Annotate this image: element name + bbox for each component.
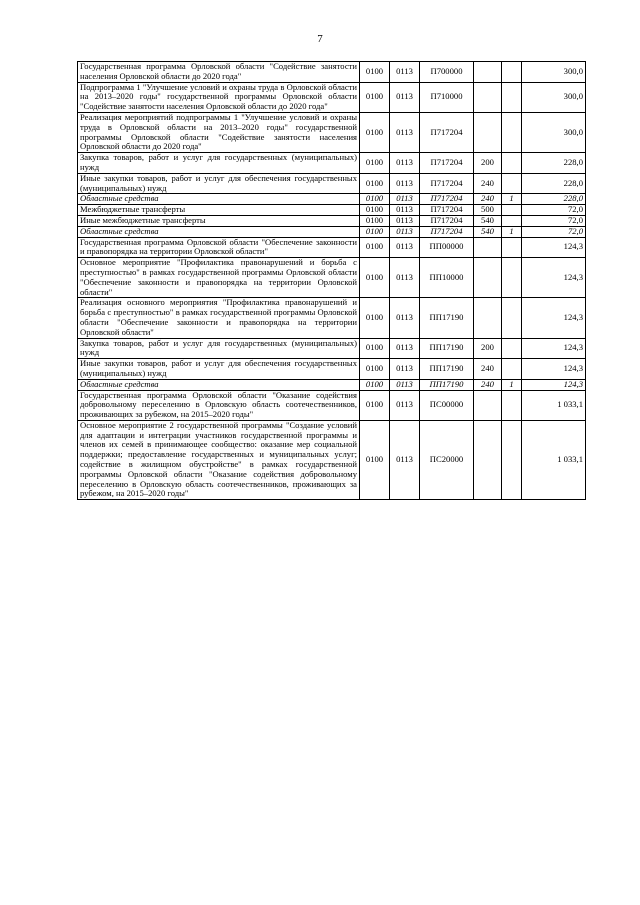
row-source-cell [502,205,522,216]
row-expense-type-cell [474,258,502,298]
row-name-cell: Реализация мероприятий подпрограммы 1 "Улучшение условий и охраны труда в Орловской области на 2013–2020 годы" государственной программы Орловской области "Содействие занятости населения Орловской области до 2020 года" [78,112,360,152]
row-amount-cell: 72,0 [522,226,586,237]
row-section-cell: 0100 [360,82,390,112]
row-expense-type-cell: 240 [474,379,502,390]
row-section-cell: 0100 [360,298,390,338]
row-amount-cell: 124,3 [522,298,586,338]
row-name-cell: Закупка товаров, работ и услуг для государственных (муниципальных) нужд [78,153,360,174]
row-subsection-cell: 0113 [390,390,420,420]
row-target-article-cell: П717204 [420,112,474,152]
row-name-cell: Государственная программа Орловской области "Оказание содействия добровольному переселению в Орловскую область соотечественников, проживающих за рубежом, на 2015–2020 годы" [78,390,360,420]
row-source-cell [502,215,522,226]
row-target-article-cell: П717204 [420,194,474,205]
table-row [78,390,586,420]
table-row [78,112,586,152]
row-source-cell [502,153,522,174]
row-subsection-cell: 0113 [390,298,420,338]
row-section-cell: 0100 [360,112,390,152]
row-source-cell [502,112,522,152]
row-target-article-cell: ПП17190 [420,338,474,359]
row-section-cell: 0100 [360,62,390,83]
row-name-cell: Областные средства [78,226,360,237]
row-expense-type-cell: 240 [474,173,502,194]
table-row [78,258,586,298]
row-name-cell: Основное мероприятие 2 государственной программы "Создание условий для адаптации и интеграции участников государственной программы и членов их семей в принимающее сообщество: оказание мер социальной поддержки; предоставление государственных и муниципальных услуг; содействие в жилищном обустройстве" в рамках государственной программы Орловской области "Оказание содействия добровольному переселению в Орловскую область соотечественников, проживающих за рубежом, на 2015–2020 годы" [78,420,360,499]
row-name-cell: Государственная программа Орловской области "Обеспечение законности и правопорядка на территории Орловской области" [78,237,360,258]
row-source-cell [502,359,522,380]
row-expense-type-cell [474,237,502,258]
row-amount-cell: 124,3 [522,237,586,258]
row-subsection-cell: 0113 [390,215,420,226]
row-name-cell: Межбюджетные трансферты [78,205,360,216]
row-expense-type-cell: 240 [474,194,502,205]
row-expense-type-cell: 500 [474,205,502,216]
row-amount-cell: 72,0 [522,215,586,226]
row-section-cell: 0100 [360,420,390,499]
row-amount-cell: 1 033,1 [522,420,586,499]
row-amount-cell: 124,3 [522,379,586,390]
row-name-cell: Иные закупки товаров, работ и услуг для обеспечения государственных (муниципальных) нужд [78,173,360,194]
row-subsection-cell: 0113 [390,258,420,298]
row-subsection-cell: 0113 [390,112,420,152]
row-target-article-cell: П717204 [420,215,474,226]
row-expense-type-cell [474,112,502,152]
row-expense-type-cell: 200 [474,338,502,359]
row-section-cell: 0100 [360,215,390,226]
row-name-cell: Государственная программа Орловской области "Содействие занятости населения Орловской области до 2020 года" [78,62,360,83]
row-source-cell [502,237,522,258]
budget-table-body [78,62,586,500]
row-name-cell: Подпрограмма 1 "Улучшение условий и охраны труда в Орловской области на 2013–2020 годы" государственной программы Орловской области "Содействие занятости населения Орловской области до 2020 года" [78,82,360,112]
table-row [78,359,586,380]
row-expense-type-cell: 240 [474,359,502,380]
table-row [78,82,586,112]
row-name-cell: Иные межбюджетные трансферты [78,215,360,226]
row-target-article-cell: ПП17190 [420,359,474,380]
row-section-cell: 0100 [360,390,390,420]
row-amount-cell: 1 033,1 [522,390,586,420]
row-target-article-cell: П710000 [420,82,474,112]
row-target-article-cell: П717204 [420,226,474,237]
row-amount-cell: 300,0 [522,112,586,152]
row-section-cell: 0100 [360,258,390,298]
row-subsection-cell: 0113 [390,379,420,390]
row-amount-cell: 228,0 [522,173,586,194]
row-section-cell: 0100 [360,237,390,258]
row-target-article-cell: ПС20000 [420,420,474,499]
row-expense-type-cell [474,298,502,338]
row-source-cell [502,420,522,499]
row-source-cell: 1 [502,226,522,237]
row-expense-type-cell [474,420,502,499]
table-row [78,298,586,338]
page-number: 7 [317,33,323,45]
row-expense-type-cell [474,390,502,420]
row-amount-cell: 300,0 [522,82,586,112]
row-source-cell [502,82,522,112]
row-section-cell: 0100 [360,379,390,390]
row-target-article-cell: П717204 [420,153,474,174]
row-target-article-cell: П717204 [420,173,474,194]
row-target-article-cell: П717204 [420,205,474,216]
row-section-cell: 0100 [360,226,390,237]
row-source-cell [502,390,522,420]
row-subsection-cell: 0113 [390,420,420,499]
table-row [78,215,586,226]
row-source-cell [502,258,522,298]
row-source-cell [502,62,522,83]
table-row [78,153,586,174]
row-subsection-cell: 0113 [390,194,420,205]
row-section-cell: 0100 [360,338,390,359]
row-name-cell: Реализация основного мероприятия "Профилактика правонарушений и борьба с преступностью" в рамках государственной программы Орловской области "Обеспечение законности и правопорядка на территории Орловской области" [78,298,360,338]
row-section-cell: 0100 [360,153,390,174]
row-subsection-cell: 0113 [390,226,420,237]
table-row [78,226,586,237]
row-subsection-cell: 0113 [390,338,420,359]
row-expense-type-cell [474,82,502,112]
table-row [78,379,586,390]
row-subsection-cell: 0113 [390,359,420,380]
row-source-cell [502,298,522,338]
row-subsection-cell: 0113 [390,237,420,258]
table-row [78,338,586,359]
row-name-cell: Закупка товаров, работ и услуг для государственных (муниципальных) нужд [78,338,360,359]
table-row [78,237,586,258]
row-expense-type-cell: 540 [474,226,502,237]
row-source-cell [502,338,522,359]
row-amount-cell: 300,0 [522,62,586,83]
row-subsection-cell: 0113 [390,173,420,194]
row-amount-cell: 124,3 [522,338,586,359]
row-amount-cell: 124,3 [522,359,586,380]
row-subsection-cell: 0113 [390,82,420,112]
row-target-article-cell: ПП17190 [420,379,474,390]
row-name-cell: Областные средства [78,379,360,390]
row-name-cell: Областные средства [78,194,360,205]
row-target-article-cell: П700000 [420,62,474,83]
row-target-article-cell: ПП00000 [420,237,474,258]
table-row [78,420,586,499]
row-expense-type-cell: 540 [474,215,502,226]
row-subsection-cell: 0113 [390,205,420,216]
row-subsection-cell: 0113 [390,62,420,83]
table-row [78,205,586,216]
row-name-cell: Основное мероприятие "Профилактика правонарушений и борьба с преступностью" в рамках государственной программы Орловской области "Обеспечение законности и правопорядка на территории Орловской области" [78,258,360,298]
row-source-cell: 1 [502,379,522,390]
row-target-article-cell: ПС00000 [420,390,474,420]
row-section-cell: 0100 [360,173,390,194]
table-row [78,62,586,83]
row-amount-cell: 72,0 [522,205,586,216]
row-expense-type-cell [474,62,502,83]
row-name-cell: Иные закупки товаров, работ и услуг для обеспечения государственных (муниципальных) нужд [78,359,360,380]
row-amount-cell: 228,0 [522,194,586,205]
row-amount-cell: 228,0 [522,153,586,174]
table-row [78,173,586,194]
row-target-article-cell: ПП10000 [420,258,474,298]
row-section-cell: 0100 [360,194,390,205]
row-expense-type-cell: 200 [474,153,502,174]
row-source-cell: 1 [502,194,522,205]
row-amount-cell: 124,3 [522,258,586,298]
row-section-cell: 0100 [360,205,390,216]
row-section-cell: 0100 [360,359,390,380]
budget-table [77,61,586,500]
table-row [78,194,586,205]
row-source-cell [502,173,522,194]
row-target-article-cell: ПП17190 [420,298,474,338]
row-subsection-cell: 0113 [390,153,420,174]
